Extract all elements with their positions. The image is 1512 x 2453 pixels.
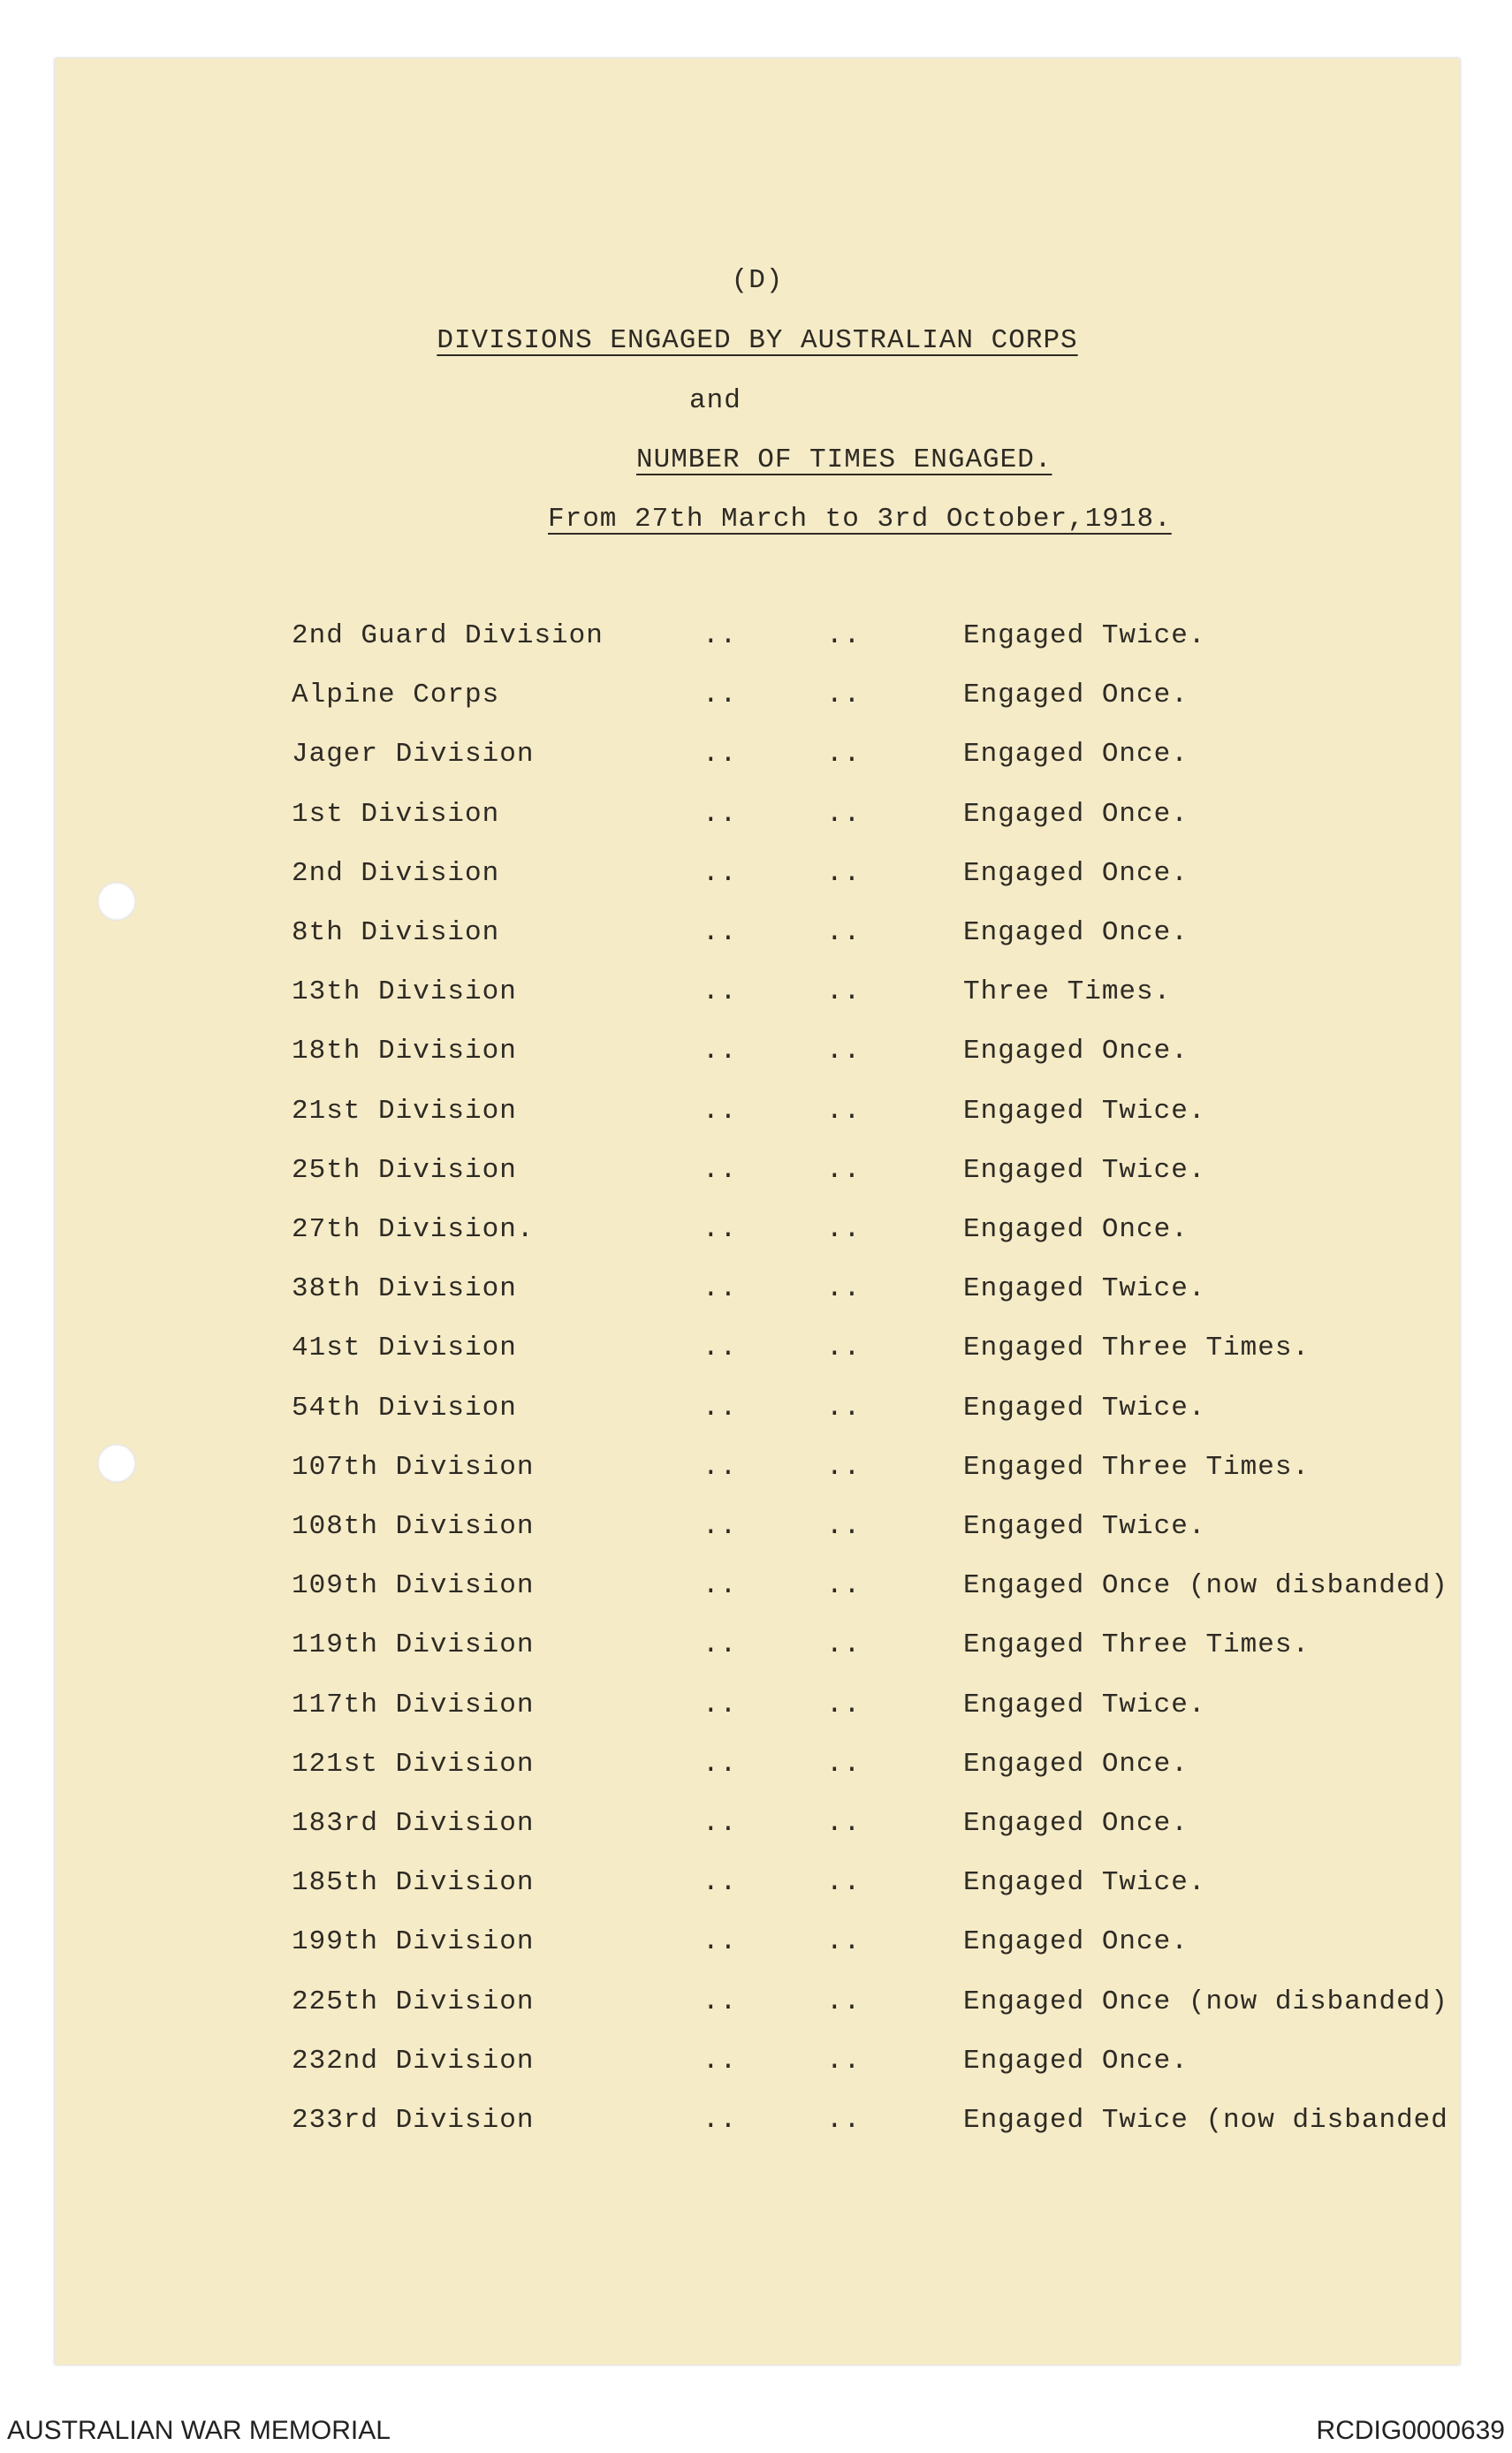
leader-dots: .. bbox=[826, 1986, 862, 2017]
table-row bbox=[0, 1570, 1512, 1629]
division-name: 109th Division bbox=[292, 1570, 535, 1602]
division-name: 108th Division bbox=[292, 1511, 535, 1542]
table-row bbox=[0, 1393, 1512, 1452]
division-name: 2nd Guard Division bbox=[292, 620, 604, 651]
division-name: 1st Division bbox=[292, 798, 500, 830]
leader-dots: .. bbox=[703, 1392, 738, 1424]
division-name: 38th Division bbox=[292, 1273, 517, 1305]
leader-dots: .. bbox=[703, 1273, 738, 1305]
table-row bbox=[0, 1808, 1512, 1867]
leader-dots: .. bbox=[826, 798, 862, 830]
leader-dots: .. bbox=[826, 917, 862, 948]
leader-dots: .. bbox=[826, 976, 862, 1008]
table-row bbox=[0, 858, 1512, 917]
leader-dots: .. bbox=[703, 1867, 738, 1899]
division-name: 199th Division bbox=[292, 1926, 535, 1958]
division-name: 119th Division bbox=[292, 1629, 535, 1661]
leader-dots: .. bbox=[703, 1154, 738, 1186]
engagement-status: Engaged Once. bbox=[963, 1214, 1189, 1245]
table-row bbox=[0, 1333, 1512, 1392]
table-row bbox=[0, 620, 1512, 680]
leader-dots: .. bbox=[703, 1986, 738, 2017]
engagement-status: Engaged Once. bbox=[963, 917, 1189, 948]
leader-dots: .. bbox=[826, 1392, 862, 1424]
doc-date-range bbox=[548, 504, 1172, 535]
division-name: Jager Division bbox=[292, 739, 535, 771]
leader-dots: .. bbox=[826, 2045, 862, 2077]
engagement-status: Engaged Twice. bbox=[963, 620, 1206, 651]
division-name: 183rd Division bbox=[292, 1808, 535, 1839]
leader-dots: .. bbox=[826, 1689, 862, 1720]
table-row bbox=[0, 680, 1512, 739]
table-row bbox=[0, 799, 1512, 858]
leader-dots: .. bbox=[703, 2045, 738, 2077]
doc-date-range-text: From 27th March to 3rd October,1918. bbox=[548, 504, 1172, 535]
division-name: 54th Division bbox=[292, 1392, 517, 1424]
division-name: 232nd Division bbox=[292, 2045, 535, 2077]
leader-dots: .. bbox=[703, 680, 738, 711]
engagement-status: Engaged Once. bbox=[963, 680, 1189, 711]
engagement-status: Engaged Once (now disbanded) bbox=[963, 1570, 1448, 1602]
leader-dots: .. bbox=[703, 917, 738, 948]
leader-dots: .. bbox=[703, 1748, 738, 1780]
engagement-status: Engaged Twice. bbox=[963, 1867, 1206, 1899]
leader-dots: .. bbox=[703, 1808, 738, 1839]
engagement-status: Engaged Twice. bbox=[963, 1273, 1206, 1305]
table-row bbox=[0, 2046, 1512, 2105]
table-row bbox=[0, 739, 1512, 798]
footer-institution: AUSTRALIAN WAR MEMORIAL bbox=[7, 2416, 391, 2445]
leader-dots: .. bbox=[826, 1748, 862, 1780]
engagement-status: Engaged Once. bbox=[963, 857, 1189, 889]
table-row bbox=[0, 1214, 1512, 1273]
division-name: 18th Division bbox=[292, 1036, 517, 1067]
table-row bbox=[0, 1273, 1512, 1333]
engagement-status: Engaged Three Times. bbox=[963, 1451, 1311, 1483]
leader-dots: .. bbox=[703, 1511, 738, 1542]
leader-dots: .. bbox=[826, 1570, 862, 1602]
leader-dots: .. bbox=[826, 1511, 862, 1542]
footer-record-id: RCDIG0000639 bbox=[1316, 2416, 1505, 2445]
table-row bbox=[0, 1867, 1512, 1926]
leader-dots: .. bbox=[703, 1570, 738, 1602]
table-row bbox=[0, 1629, 1512, 1689]
doc-subtitle bbox=[636, 444, 1052, 475]
table-row bbox=[0, 917, 1512, 976]
leader-dots: .. bbox=[826, 2105, 862, 2136]
table-row bbox=[0, 1452, 1512, 1511]
leader-dots: .. bbox=[703, 798, 738, 830]
leader-dots: .. bbox=[703, 1214, 738, 1245]
leader-dots: .. bbox=[826, 1629, 862, 1661]
doc-title-and: and bbox=[689, 385, 741, 416]
engagement-status: Engaged Three Times. bbox=[963, 1333, 1311, 1364]
doc-subtitle-text: NUMBER OF TIMES ENGAGED. bbox=[636, 444, 1052, 475]
leader-dots: .. bbox=[826, 1095, 862, 1127]
division-name: 25th Division bbox=[292, 1154, 517, 1186]
engagement-status: Engaged Once. bbox=[963, 1808, 1189, 1839]
engagement-status: Engaged Once. bbox=[963, 1748, 1189, 1780]
table-row bbox=[0, 2105, 1512, 2164]
leader-dots: .. bbox=[703, 1333, 738, 1364]
division-name: 21st Division bbox=[292, 1095, 517, 1127]
table-row bbox=[0, 1749, 1512, 1808]
table-row bbox=[0, 1986, 1512, 2046]
leader-dots: .. bbox=[826, 620, 862, 651]
leader-dots: .. bbox=[703, 1689, 738, 1720]
leader-dots: .. bbox=[826, 1214, 862, 1245]
engagement-status: Engaged Once. bbox=[963, 798, 1189, 830]
division-name: 233rd Division bbox=[292, 2105, 535, 2136]
table-row bbox=[0, 1096, 1512, 1155]
engagement-status: Engaged Twice. bbox=[963, 1154, 1206, 1186]
leader-dots: .. bbox=[703, 620, 738, 651]
leader-dots: .. bbox=[826, 1867, 862, 1899]
division-name: Alpine Corps bbox=[292, 680, 500, 711]
leader-dots: .. bbox=[703, 1451, 738, 1483]
leader-dots: .. bbox=[826, 739, 862, 771]
leader-dots: .. bbox=[826, 1273, 862, 1305]
division-name: 2nd Division bbox=[292, 857, 500, 889]
division-name: 185th Division bbox=[292, 1867, 535, 1899]
engagement-status: Engaged Once. bbox=[963, 1926, 1189, 1958]
engagement-status: Engaged Twice. bbox=[963, 1511, 1206, 1542]
engagement-status: Engaged Three Times. bbox=[963, 1629, 1311, 1661]
division-name: 27th Division. bbox=[292, 1214, 535, 1245]
leader-dots: .. bbox=[703, 1629, 738, 1661]
leader-dots: .. bbox=[826, 1333, 862, 1364]
leader-dots: .. bbox=[703, 976, 738, 1008]
engagement-status: Engaged Twice. bbox=[963, 1095, 1206, 1127]
leader-dots: .. bbox=[826, 1451, 862, 1483]
leader-dots: .. bbox=[703, 739, 738, 771]
leader-dots: .. bbox=[826, 680, 862, 711]
doc-title bbox=[55, 325, 1460, 356]
table-row bbox=[0, 1926, 1512, 1986]
leader-dots: .. bbox=[826, 1036, 862, 1067]
leader-dots: .. bbox=[826, 1926, 862, 1958]
table-row bbox=[0, 1690, 1512, 1749]
division-name: 8th Division bbox=[292, 917, 500, 948]
engagement-status: Three Times. bbox=[963, 976, 1172, 1008]
engagement-status: Engaged Twice. bbox=[963, 1689, 1206, 1720]
leader-dots: .. bbox=[703, 1036, 738, 1067]
leader-dots: .. bbox=[826, 1808, 862, 1839]
table-row bbox=[0, 1036, 1512, 1095]
division-name: 225th Division bbox=[292, 1986, 535, 2017]
leader-dots: .. bbox=[703, 857, 738, 889]
division-name: 13th Division bbox=[292, 976, 517, 1008]
leader-dots: .. bbox=[703, 1926, 738, 1958]
doc-title-text: DIVISIONS ENGAGED BY AUSTRALIAN CORPS bbox=[437, 325, 1078, 356]
table-row bbox=[0, 1511, 1512, 1570]
division-name: 117th Division bbox=[292, 1689, 535, 1720]
leader-dots: .. bbox=[826, 1154, 862, 1186]
engagement-status: Engaged Once. bbox=[963, 1036, 1189, 1067]
division-name: 107th Division bbox=[292, 1451, 535, 1483]
leader-dots: .. bbox=[703, 1095, 738, 1127]
engagement-status: Engaged Once (now disbanded) bbox=[963, 1986, 1448, 2017]
engagement-status: Engaged Once. bbox=[963, 2045, 1189, 2077]
table-row bbox=[0, 976, 1512, 1036]
division-name: 41st Division bbox=[292, 1333, 517, 1364]
leader-dots: .. bbox=[703, 2105, 738, 2136]
engagement-status: Engaged Twice (now disbanded bbox=[963, 2105, 1448, 2136]
table-row bbox=[0, 1155, 1512, 1214]
engagement-status: Engaged Once. bbox=[963, 739, 1189, 771]
division-name: 121st Division bbox=[292, 1748, 535, 1780]
leader-dots: .. bbox=[826, 857, 862, 889]
engagement-status: Engaged Twice. bbox=[963, 1392, 1206, 1424]
doc-label: (D) bbox=[731, 265, 784, 296]
